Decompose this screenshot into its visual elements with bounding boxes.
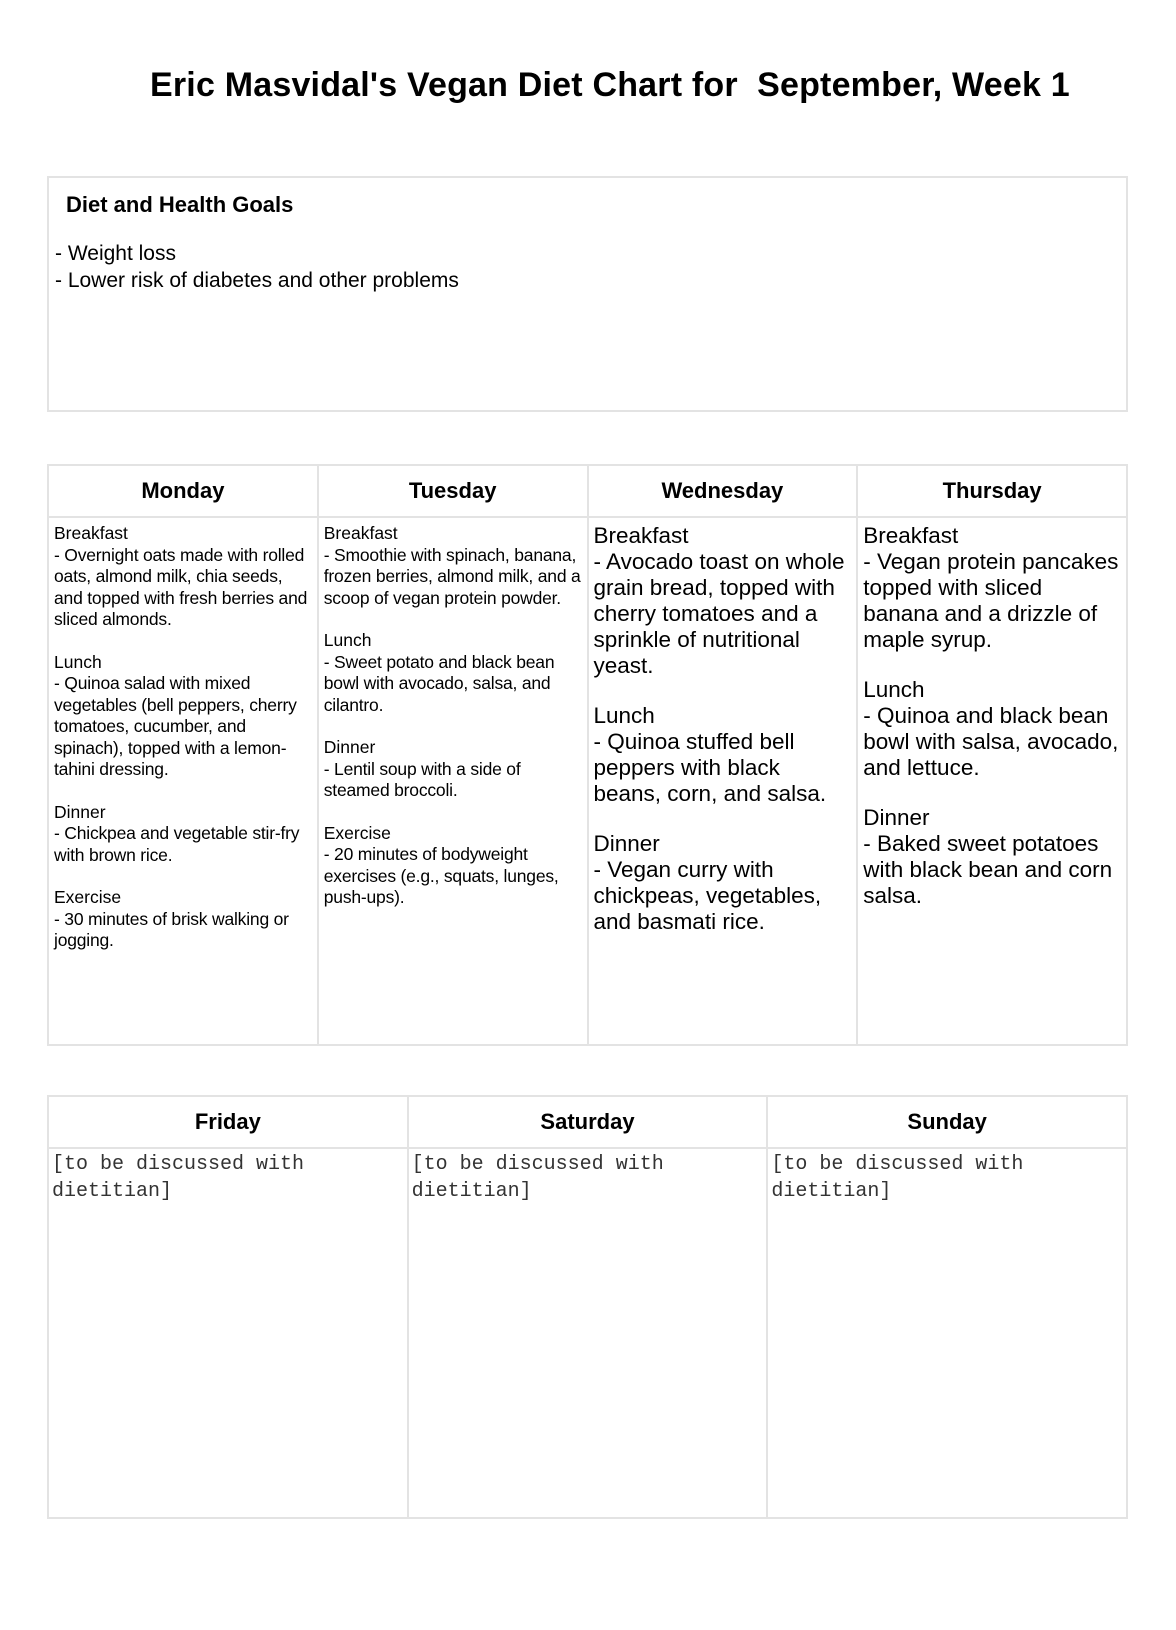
day-cell-friday [48,1148,408,1518]
day-cell-tuesday [318,517,588,1045]
meal-label: Dinner [323,737,376,757]
meal-description: - Quinoa salad with mixed vegetables (bell peppers, cherry tomatoes, cucumber, and spinach), topped with a lemon-tahini dressing. [54,673,297,779]
meal-description: - Lentil soup with a side of steamed broccoli. [323,758,521,800]
meal-label: Breakfast [323,523,398,543]
meal-lunch [594,703,852,807]
day-header-tuesday: Tuesday [318,465,588,517]
meal-label: Lunch [54,651,102,672]
meal-description: - Baked sweet potatoes with black bean and corn salsa. [863,831,1113,908]
placeholder-note: [to be discussed with dietitian] [771,1153,1024,1203]
meal-label: Exercise [323,822,391,843]
goals-list [55,240,459,294]
day-header-thursday: Thursday [857,465,1127,517]
meal-description: - Quinoa and black bean bowl with salsa, avocado, and lettuce. [863,703,1119,780]
meal-lunch [863,677,1121,781]
goals-box [47,176,1128,412]
page-title: Eric Masvidal's Vegan Diet Chart for September, Week 1 [150,66,1070,104]
meal-label: Dinner [54,801,106,822]
meal-breakfast [594,523,852,679]
meal-description: - Quinoa stuffed bell peppers with black beans, corn, and salsa. [593,729,827,806]
day-cell-monday [48,517,318,1045]
meal-label: Breakfast [593,523,689,548]
day-header-saturday: Saturday [408,1096,768,1148]
meal-label: Dinner [863,805,930,830]
day-cell-wednesday [588,517,858,1045]
day-cell-saturday [408,1148,768,1518]
meal-description: - Avocado toast on whole grain bread, topped with cherry tomatoes and a sprinkle of nutritional yeast. [593,549,845,678]
meal-breakfast [863,523,1121,653]
meal-label: Lunch [593,703,655,728]
meal-description: - Sweet potato and black bean bowl with avocado, salsa, and cilantro. [323,651,555,715]
placeholder-note: [to be discussed with dietitian] [52,1153,305,1203]
goals-heading: Diet and Health Goals [66,192,294,217]
meal-label: Breakfast [54,523,128,543]
meal-description: - Smoothie with spinach, banana, frozen berries, almond milk, and a scoop of vegan protein powder. [323,544,581,608]
meal-description: - Chickpea and vegetable stir-fry with brown rice. [54,823,300,865]
meal-dinner [324,737,582,802]
day-header-sunday: Sunday [767,1096,1127,1148]
meal-label: Breakfast [863,523,959,548]
meal-exercise [54,887,312,952]
day-header-friday: Friday [48,1096,408,1148]
goal-item: - Lower risk of diabetes and other problems [55,269,459,292]
meal-description: - 20 minutes of bodyweight exercises (e.g., squats, lunges, push-ups). [323,844,559,907]
meal-label: Exercise [54,887,122,907]
day-header-monday: Monday [48,465,318,517]
meal-description: - Vegan protein pancakes topped with sliced banana and a drizzle of maple syrup. [863,549,1119,652]
day-cell-thursday [857,517,1127,1045]
meal-exercise [324,823,582,909]
meal-description: - Overnight oats made with rolled oats, almond milk, chia seeds, and topped with fresh berries and sliced almonds. [54,544,308,629]
meal-dinner [54,802,312,867]
day-cell-sunday [767,1148,1127,1518]
meal-breakfast [324,523,582,609]
weekday-table [47,464,1128,1046]
meal-dinner [594,831,852,935]
weekend-table [47,1095,1128,1519]
meal-breakfast [54,523,312,631]
meal-label: Dinner [593,831,660,856]
day-header-wednesday: Wednesday [588,465,858,517]
placeholder-note: [to be discussed with dietitian] [411,1153,664,1203]
meal-label: Lunch [323,630,372,650]
meal-lunch [54,652,312,781]
meal-description: - 30 minutes of brisk walking or jogging. [54,908,289,950]
meal-lunch [324,630,582,716]
meal-label: Lunch [863,677,925,702]
goal-item: - Weight loss [55,242,176,265]
meal-dinner [863,805,1121,909]
meal-description: - Vegan curry with chickpeas, vegetables, and basmati rice. [593,857,822,934]
